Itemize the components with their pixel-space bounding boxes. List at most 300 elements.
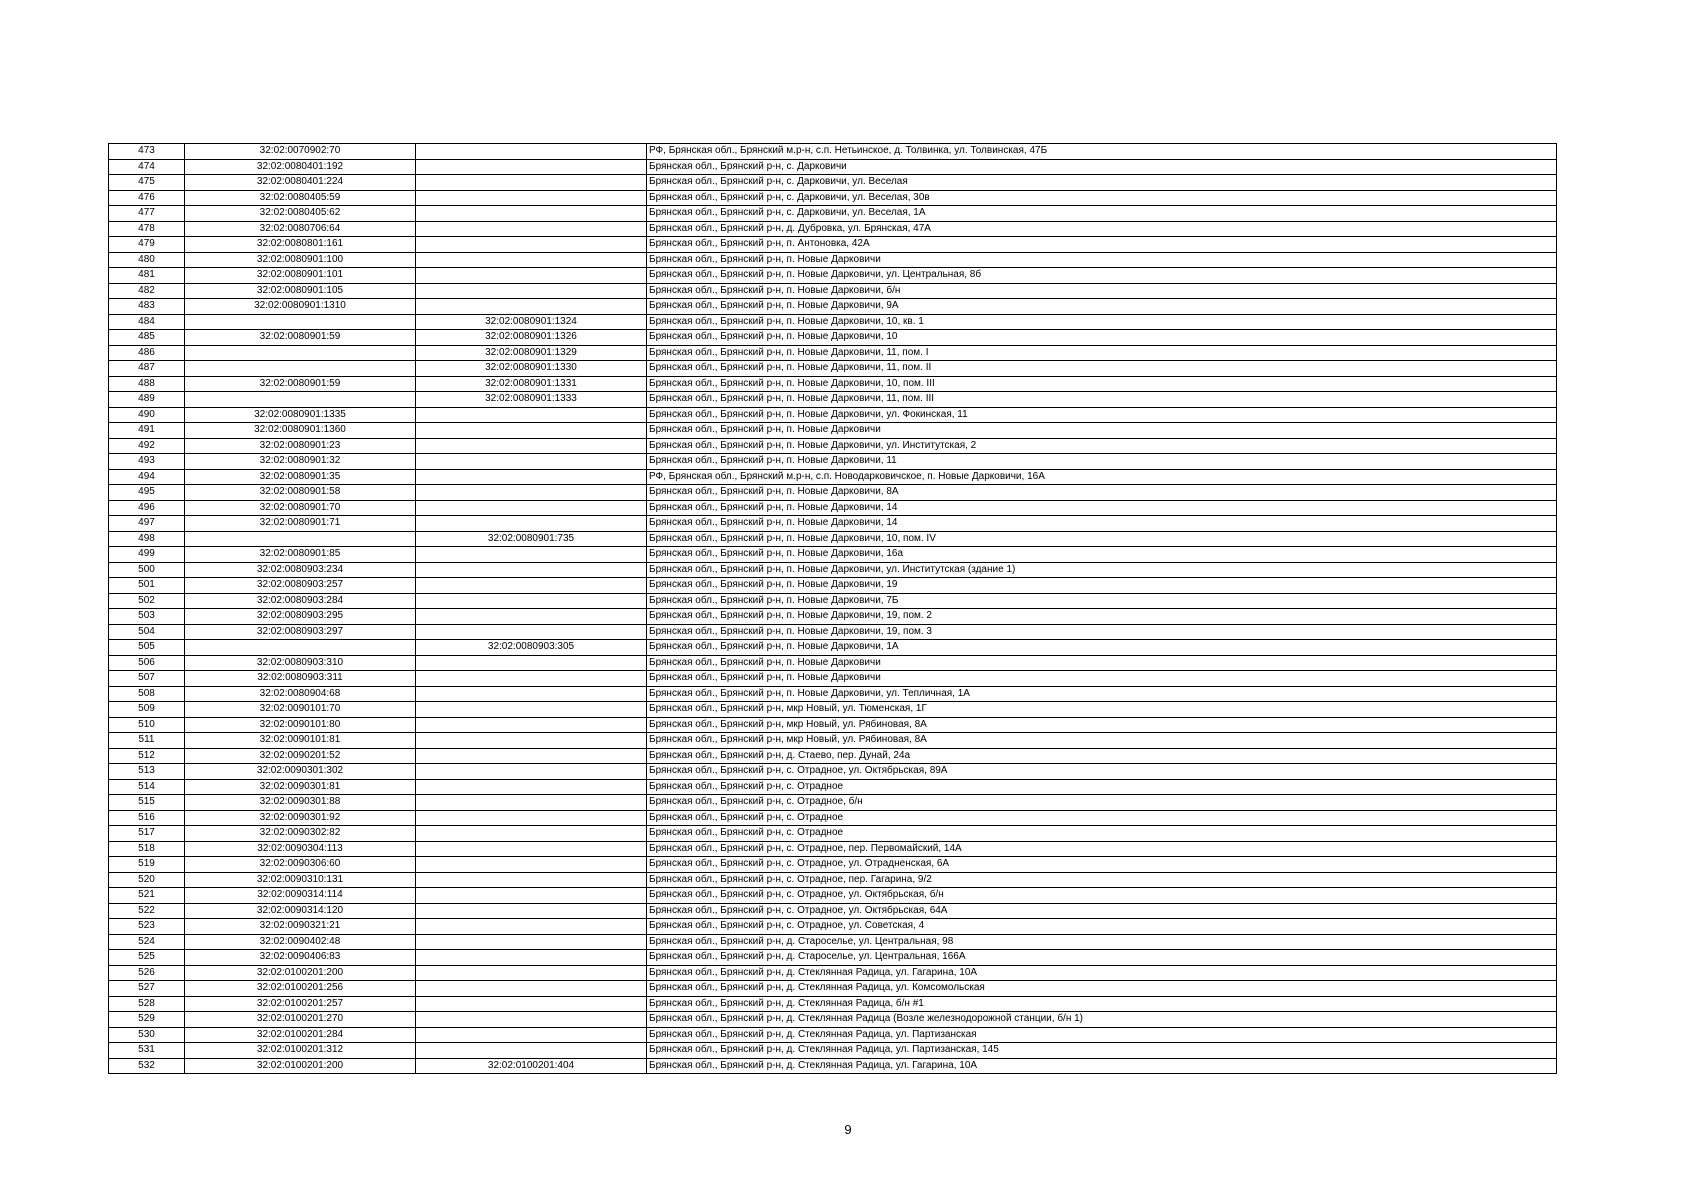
- row-number-cell: 498: [109, 531, 185, 547]
- row-number-cell: 522: [109, 903, 185, 919]
- table-row: [109, 934, 1557, 950]
- cadastral-number-cell: 32:02:0080901:23: [185, 438, 416, 454]
- row-number-cell: 485: [109, 330, 185, 346]
- table-row: [109, 748, 1557, 764]
- related-cadastral-number-cell: [416, 175, 647, 191]
- cadastral-number-cell: 32:02:0080903:295: [185, 609, 416, 625]
- cadastral-number-cell: 32:02:0100201:312: [185, 1043, 416, 1059]
- related-cadastral-number-cell: [416, 423, 647, 439]
- address-cell: Брянская обл., Брянский р-н, п. Новые Дарковичи, ул. Институтская, 2: [647, 438, 1557, 454]
- table-row: [109, 841, 1557, 857]
- table-row: [109, 609, 1557, 625]
- address-cell: Брянская обл., Брянский р-н, д. Дубровка, ул. Брянская, 47А: [647, 221, 1557, 237]
- address-cell: Брянская обл., Брянский р-н, п. Новые Дарковичи, 10, кв. 1: [647, 314, 1557, 330]
- related-cadastral-number-cell: [416, 500, 647, 516]
- table-row: [109, 655, 1557, 671]
- address-cell: Брянская обл., Брянский р-н, с. Отрадное, б/н: [647, 795, 1557, 811]
- row-number-cell: 495: [109, 485, 185, 501]
- related-cadastral-number-cell: [416, 888, 647, 904]
- table-row: [109, 919, 1557, 935]
- address-cell: Брянская обл., Брянский р-н, мкр Новый, ул. Рябиновая, 8А: [647, 717, 1557, 733]
- table-row: [109, 981, 1557, 997]
- related-cadastral-number-cell: 32:02:0080901:1331: [416, 376, 647, 392]
- cadastral-number-cell: 32:02:0080901:35: [185, 469, 416, 485]
- cadastral-number-cell: 32:02:0080901:59: [185, 330, 416, 346]
- table-row: [109, 810, 1557, 826]
- row-number-cell: 517: [109, 826, 185, 842]
- related-cadastral-number-cell: [416, 733, 647, 749]
- row-number-cell: 512: [109, 748, 185, 764]
- table-row: [109, 144, 1557, 160]
- address-cell: Брянская обл., Брянский р-н, п. Новые Дарковичи, ул. Тепличная, 1А: [647, 686, 1557, 702]
- row-number-cell: 486: [109, 345, 185, 361]
- address-cell: Брянская обл., Брянский р-н, п. Новые Дарковичи, 1А: [647, 640, 1557, 656]
- related-cadastral-number-cell: [416, 237, 647, 253]
- cadastral-number-cell: 32:02:0090314:114: [185, 888, 416, 904]
- cadastral-number-cell: [185, 314, 416, 330]
- table-row: [109, 872, 1557, 888]
- table-row: [109, 795, 1557, 811]
- table-row: [109, 640, 1557, 656]
- related-cadastral-number-cell: [416, 950, 647, 966]
- cadastral-number-cell: 32:02:0080901:101: [185, 268, 416, 284]
- related-cadastral-number-cell: [416, 454, 647, 470]
- related-cadastral-number-cell: [416, 764, 647, 780]
- row-number-cell: 506: [109, 655, 185, 671]
- cadastral-number-cell: 32:02:0090301:88: [185, 795, 416, 811]
- address-cell: РФ, Брянская обл., Брянский м.р-н, с.п. Нетьинское, д. Толвинка, ул. Толвинская, 47Б: [647, 144, 1557, 160]
- address-cell: Брянская обл., Брянский р-н, с. Отрадное, ул. Октябрьская, б/н: [647, 888, 1557, 904]
- cadastral-number-cell: 32:02:0080706:64: [185, 221, 416, 237]
- row-number-cell: 510: [109, 717, 185, 733]
- row-number-cell: 474: [109, 159, 185, 175]
- cadastral-number-cell: 32:02:0080901:1335: [185, 407, 416, 423]
- table-row: [109, 376, 1557, 392]
- address-cell: Брянская обл., Брянский р-н, п. Новые Дарковичи, 11: [647, 454, 1557, 470]
- table-row: [109, 1027, 1557, 1043]
- cadastral-number-cell: 32:02:0080901:59: [185, 376, 416, 392]
- cadastral-number-cell: 32:02:0080801:161: [185, 237, 416, 253]
- table-row: [109, 1043, 1557, 1059]
- cadastral-number-cell: [185, 392, 416, 408]
- address-cell: Брянская обл., Брянский р-н, п. Новые Дарковичи: [647, 423, 1557, 439]
- table-row: [109, 779, 1557, 795]
- address-cell: Брянская обл., Брянский р-н, д. Стеклянная Радица, ул. Комсомольская: [647, 981, 1557, 997]
- table-row: [109, 1012, 1557, 1028]
- table-row: [109, 996, 1557, 1012]
- address-cell: Брянская обл., Брянский р-н, мкр Новый, ул. Тюменская, 1Г: [647, 702, 1557, 718]
- related-cadastral-number-cell: [416, 795, 647, 811]
- related-cadastral-number-cell: [416, 578, 647, 594]
- row-number-cell: 481: [109, 268, 185, 284]
- related-cadastral-number-cell: [416, 485, 647, 501]
- row-number-cell: 487: [109, 361, 185, 377]
- related-cadastral-number-cell: [416, 562, 647, 578]
- cadastral-number-cell: 32:02:0090301:92: [185, 810, 416, 826]
- table-row: [109, 485, 1557, 501]
- related-cadastral-number-cell: [416, 624, 647, 640]
- related-cadastral-number-cell: [416, 438, 647, 454]
- related-cadastral-number-cell: [416, 686, 647, 702]
- address-cell: Брянская обл., Брянский р-н, с. Отрадное, ул. Октябрьская, 64А: [647, 903, 1557, 919]
- related-cadastral-number-cell: 32:02:0080901:1326: [416, 330, 647, 346]
- table-row: [109, 283, 1557, 299]
- related-cadastral-number-cell: [416, 252, 647, 268]
- row-number-cell: 531: [109, 1043, 185, 1059]
- cadastral-number-cell: 32:02:0080901:32: [185, 454, 416, 470]
- row-number-cell: 526: [109, 965, 185, 981]
- row-number-cell: 507: [109, 671, 185, 687]
- related-cadastral-number-cell: [416, 283, 647, 299]
- address-cell: Брянская обл., Брянский р-н, п. Антоновка, 42А: [647, 237, 1557, 253]
- row-number-cell: 513: [109, 764, 185, 780]
- table-row: [109, 903, 1557, 919]
- address-cell: Брянская обл., Брянский р-н, п. Новые Дарковичи, 11, пом. I: [647, 345, 1557, 361]
- row-number-cell: 477: [109, 206, 185, 222]
- row-number-cell: 501: [109, 578, 185, 594]
- row-number-cell: 528: [109, 996, 185, 1012]
- table-row: [109, 857, 1557, 873]
- related-cadastral-number-cell: [416, 655, 647, 671]
- address-cell: Брянская обл., Брянский р-н, п. Новые Дарковичи: [647, 655, 1557, 671]
- cadastral-number-cell: 32:02:0090301:302: [185, 764, 416, 780]
- related-cadastral-number-cell: [416, 717, 647, 733]
- address-cell: Брянская обл., Брянский р-н, д. Стеклянная Радица, б/н #1: [647, 996, 1557, 1012]
- row-number-cell: 502: [109, 593, 185, 609]
- cadastral-number-cell: 32:02:0090301:81: [185, 779, 416, 795]
- related-cadastral-number-cell: [416, 593, 647, 609]
- table-row: [109, 500, 1557, 516]
- related-cadastral-number-cell: [416, 996, 647, 1012]
- table-row: [109, 423, 1557, 439]
- cadastral-number-cell: 32:02:0090101:81: [185, 733, 416, 749]
- table-row: [109, 345, 1557, 361]
- cadastral-number-cell: 32:02:0090304:113: [185, 841, 416, 857]
- cadastral-number-cell: 32:02:0090406:83: [185, 950, 416, 966]
- cadastral-number-cell: 32:02:0090101:70: [185, 702, 416, 718]
- address-cell: Брянская обл., Брянский р-н, с. Дарковичи, ул. Веселая: [647, 175, 1557, 191]
- related-cadastral-number-cell: [416, 1027, 647, 1043]
- address-cell: РФ, Брянская обл., Брянский м.р-н, с.п. Новодарковичское, п. Новые Дарковичи, 16А: [647, 469, 1557, 485]
- row-number-cell: 482: [109, 283, 185, 299]
- row-number-cell: 525: [109, 950, 185, 966]
- table-row: [109, 888, 1557, 904]
- address-cell: Брянская обл., Брянский р-н, д. Староселье, ул. Центральная, 166А: [647, 950, 1557, 966]
- row-number-cell: 489: [109, 392, 185, 408]
- address-cell: Брянская обл., Брянский р-н, п. Новые Дарковичи, ул. Фокинская, 11: [647, 407, 1557, 423]
- cadastral-number-cell: 32:02:0100201:200: [185, 965, 416, 981]
- row-number-cell: 529: [109, 1012, 185, 1028]
- row-number-cell: 478: [109, 221, 185, 237]
- address-cell: Брянская обл., Брянский р-н, п. Новые Дарковичи, 19: [647, 578, 1557, 594]
- row-number-cell: 480: [109, 252, 185, 268]
- related-cadastral-number-cell: 32:02:0080903:305: [416, 640, 647, 656]
- cadastral-number-cell: 32:02:0090201:52: [185, 748, 416, 764]
- related-cadastral-number-cell: [416, 857, 647, 873]
- address-cell: Брянская обл., Брянский р-н, д. Староселье, ул. Центральная, 98: [647, 934, 1557, 950]
- address-cell: Брянская обл., Брянский р-н, п. Новые Дарковичи, 16а: [647, 547, 1557, 563]
- property-table-body: [109, 144, 1557, 1074]
- related-cadastral-number-cell: 32:02:0100201:404: [416, 1058, 647, 1074]
- table-row: [109, 965, 1557, 981]
- cadastral-number-cell: 32:02:0100201:284: [185, 1027, 416, 1043]
- related-cadastral-number-cell: [416, 469, 647, 485]
- address-cell: Брянская обл., Брянский р-н, п. Новые Дарковичи, 10, пом. III: [647, 376, 1557, 392]
- row-number-cell: 497: [109, 516, 185, 532]
- related-cadastral-number-cell: 32:02:0080901:1324: [416, 314, 647, 330]
- related-cadastral-number-cell: 32:02:0080901:1333: [416, 392, 647, 408]
- related-cadastral-number-cell: 32:02:0080901:735: [416, 531, 647, 547]
- row-number-cell: 476: [109, 190, 185, 206]
- related-cadastral-number-cell: [416, 547, 647, 563]
- row-number-cell: 521: [109, 888, 185, 904]
- cadastral-number-cell: 32:02:0080405:59: [185, 190, 416, 206]
- address-cell: Брянская обл., Брянский р-н, п. Новые Дарковичи, 10, пом. IV: [647, 531, 1557, 547]
- cadastral-number-cell: 32:02:0090310:131: [185, 872, 416, 888]
- address-cell: Брянская обл., Брянский р-н, д. Стеклянная Радица, ул. Гагарина, 10А: [647, 1058, 1557, 1074]
- cadastral-number-cell: 32:02:0070902:70: [185, 144, 416, 160]
- cadastral-number-cell: 32:02:0090306:60: [185, 857, 416, 873]
- cadastral-number-cell: 32:02:0080405:62: [185, 206, 416, 222]
- row-number-cell: 519: [109, 857, 185, 873]
- table-row: [109, 578, 1557, 594]
- row-number-cell: 499: [109, 547, 185, 563]
- row-number-cell: 492: [109, 438, 185, 454]
- address-cell: Брянская обл., Брянский р-н, п. Новые Дарковичи: [647, 252, 1557, 268]
- related-cadastral-number-cell: [416, 609, 647, 625]
- address-cell: Брянская обл., Брянский р-н, с. Отрадное, пер. Гагарина, 9/2: [647, 872, 1557, 888]
- address-cell: Брянская обл., Брянский р-н, п. Новые Дарковичи, ул. Институтская (здание 1): [647, 562, 1557, 578]
- address-cell: Брянская обл., Брянский р-н, с. Отрадное, ул. Отрадненская, 6А: [647, 857, 1557, 873]
- address-cell: Брянская обл., Брянский р-н, д. Стаево, пер. Дунай, 24а: [647, 748, 1557, 764]
- cadastral-number-cell: 32:02:0080901:1360: [185, 423, 416, 439]
- table-row: [109, 593, 1557, 609]
- cadastral-number-cell: 32:02:0080903:284: [185, 593, 416, 609]
- cadastral-number-cell: 32:02:0080901:100: [185, 252, 416, 268]
- row-number-cell: 518: [109, 841, 185, 857]
- row-number-cell: 484: [109, 314, 185, 330]
- related-cadastral-number-cell: [416, 190, 647, 206]
- row-number-cell: 505: [109, 640, 185, 656]
- cadastral-number-cell: 32:02:0080903:310: [185, 655, 416, 671]
- address-cell: Брянская обл., Брянский р-н, мкр Новый, ул. Рябиновая, 8А: [647, 733, 1557, 749]
- related-cadastral-number-cell: [416, 965, 647, 981]
- cadastral-number-cell: 32:02:0080401:224: [185, 175, 416, 191]
- related-cadastral-number-cell: [416, 144, 647, 160]
- related-cadastral-number-cell: [416, 826, 647, 842]
- related-cadastral-number-cell: [416, 919, 647, 935]
- row-number-cell: 520: [109, 872, 185, 888]
- table-row: [109, 237, 1557, 253]
- table-row: [109, 438, 1557, 454]
- cadastral-number-cell: 32:02:0080901:85: [185, 547, 416, 563]
- address-cell: Брянская обл., Брянский р-н, с. Отрадное: [647, 826, 1557, 842]
- table-row: [109, 407, 1557, 423]
- cadastral-number-cell: 32:02:0090321:21: [185, 919, 416, 935]
- row-number-cell: 473: [109, 144, 185, 160]
- cadastral-number-cell: 32:02:0080901:70: [185, 500, 416, 516]
- related-cadastral-number-cell: [416, 934, 647, 950]
- address-cell: Брянская обл., Брянский р-н, с. Отрадное: [647, 810, 1557, 826]
- cadastral-number-cell: 32:02:0100201:270: [185, 1012, 416, 1028]
- cadastral-number-cell: 32:02:0080903:311: [185, 671, 416, 687]
- table-row: [109, 624, 1557, 640]
- cadastral-number-cell: 32:02:0090101:80: [185, 717, 416, 733]
- row-number-cell: 527: [109, 981, 185, 997]
- row-number-cell: 490: [109, 407, 185, 423]
- related-cadastral-number-cell: [416, 407, 647, 423]
- address-cell: Брянская обл., Брянский р-н, д. Стеклянная Радица (Возле железнодорожной станции, б/н 1): [647, 1012, 1557, 1028]
- related-cadastral-number-cell: [416, 221, 647, 237]
- table-row: [109, 686, 1557, 702]
- address-cell: Брянская обл., Брянский р-н, п. Новые Дарковичи, 7Б: [647, 593, 1557, 609]
- address-cell: Брянская обл., Брянский р-н, п. Новые Дарковичи, 11, пом. II: [647, 361, 1557, 377]
- table-row: [109, 1058, 1557, 1074]
- address-cell: Брянская обл., Брянский р-н, п. Новые Дарковичи, 9А: [647, 299, 1557, 315]
- table-row: [109, 733, 1557, 749]
- related-cadastral-number-cell: [416, 872, 647, 888]
- table-row: [109, 469, 1557, 485]
- address-cell: Брянская обл., Брянский р-н, п. Новые Дарковичи, 10: [647, 330, 1557, 346]
- table-row: [109, 826, 1557, 842]
- row-number-cell: 511: [109, 733, 185, 749]
- row-number-cell: 508: [109, 686, 185, 702]
- property-table: [108, 143, 1557, 1074]
- related-cadastral-number-cell: [416, 268, 647, 284]
- cadastral-number-cell: 32:02:0100201:200: [185, 1058, 416, 1074]
- table-row: [109, 392, 1557, 408]
- row-number-cell: 514: [109, 779, 185, 795]
- row-number-cell: 500: [109, 562, 185, 578]
- related-cadastral-number-cell: 32:02:0080901:1330: [416, 361, 647, 377]
- row-number-cell: 504: [109, 624, 185, 640]
- row-number-cell: 524: [109, 934, 185, 950]
- cadastral-number-cell: 32:02:0090302:82: [185, 826, 416, 842]
- address-cell: Брянская обл., Брянский р-н, с. Отрадное, ул. Советская, 4: [647, 919, 1557, 935]
- address-cell: Брянская обл., Брянский р-н, п. Новые Дарковичи, 8А: [647, 485, 1557, 501]
- table-row: [109, 454, 1557, 470]
- cadastral-number-cell: [185, 345, 416, 361]
- related-cadastral-number-cell: [416, 516, 647, 532]
- table-row: [109, 764, 1557, 780]
- table-row: [109, 531, 1557, 547]
- related-cadastral-number-cell: [416, 1043, 647, 1059]
- cadastral-number-cell: 32:02:0080901:71: [185, 516, 416, 532]
- row-number-cell: 493: [109, 454, 185, 470]
- address-cell: Брянская обл., Брянский р-н, с. Отрадное, ул. Октябрьская, 89А: [647, 764, 1557, 780]
- table-row: [109, 516, 1557, 532]
- address-cell: Брянская обл., Брянский р-н, с. Дарковичи: [647, 159, 1557, 175]
- cadastral-number-cell: [185, 361, 416, 377]
- related-cadastral-number-cell: [416, 841, 647, 857]
- table-row: [109, 562, 1557, 578]
- table-row: [109, 702, 1557, 718]
- address-cell: Брянская обл., Брянский р-н, п. Новые Дарковичи, 11, пом. III: [647, 392, 1557, 408]
- cadastral-number-cell: 32:02:0080903:297: [185, 624, 416, 640]
- address-cell: Брянская обл., Брянский р-н, с. Отрадное, пер. Первомайский, 14А: [647, 841, 1557, 857]
- table-row: [109, 330, 1557, 346]
- related-cadastral-number-cell: [416, 779, 647, 795]
- table-row: [109, 314, 1557, 330]
- related-cadastral-number-cell: [416, 1012, 647, 1028]
- cadastral-number-cell: 32:02:0080901:58: [185, 485, 416, 501]
- address-cell: Брянская обл., Брянский р-н, п. Новые Дарковичи, 14: [647, 516, 1557, 532]
- related-cadastral-number-cell: 32:02:0080901:1329: [416, 345, 647, 361]
- row-number-cell: 479: [109, 237, 185, 253]
- related-cadastral-number-cell: [416, 671, 647, 687]
- table-row: [109, 221, 1557, 237]
- table-row: [109, 159, 1557, 175]
- address-cell: Брянская обл., Брянский р-н, п. Новые Дарковичи, 19, пом. 3: [647, 624, 1557, 640]
- row-number-cell: 496: [109, 500, 185, 516]
- related-cadastral-number-cell: [416, 299, 647, 315]
- row-number-cell: 509: [109, 702, 185, 718]
- row-number-cell: 503: [109, 609, 185, 625]
- address-cell: Брянская обл., Брянский р-н, п. Новые Дарковичи, б/н: [647, 283, 1557, 299]
- cadastral-number-cell: 32:02:0080903:257: [185, 578, 416, 594]
- row-number-cell: 491: [109, 423, 185, 439]
- table-row: [109, 547, 1557, 563]
- address-cell: Брянская обл., Брянский р-н, п. Новые Дарковичи: [647, 671, 1557, 687]
- cadastral-number-cell: 32:02:0080401:192: [185, 159, 416, 175]
- table-row: [109, 671, 1557, 687]
- row-number-cell: 523: [109, 919, 185, 935]
- row-number-cell: 483: [109, 299, 185, 315]
- related-cadastral-number-cell: [416, 702, 647, 718]
- address-cell: Брянская обл., Брянский р-н, с. Дарковичи, ул. Веселая, 1А: [647, 206, 1557, 222]
- row-number-cell: 515: [109, 795, 185, 811]
- cadastral-number-cell: 32:02:0080901:1310: [185, 299, 416, 315]
- address-cell: Брянская обл., Брянский р-н, д. Стеклянная Радица, ул. Гагарина, 10А: [647, 965, 1557, 981]
- address-cell: Брянская обл., Брянский р-н, п. Новые Дарковичи, 19, пом. 2: [647, 609, 1557, 625]
- table-row: [109, 717, 1557, 733]
- page-number: 9: [844, 1122, 852, 1137]
- cadastral-number-cell: 32:02:0100201:256: [185, 981, 416, 997]
- cadastral-number-cell: 32:02:0100201:257: [185, 996, 416, 1012]
- address-cell: Брянская обл., Брянский р-н, д. Стеклянная Радица, ул. Партизанская, 145: [647, 1043, 1557, 1059]
- table-row: [109, 361, 1557, 377]
- table-row: [109, 206, 1557, 222]
- table-row: [109, 252, 1557, 268]
- cadastral-number-cell: 32:02:0090402:48: [185, 934, 416, 950]
- row-number-cell: 488: [109, 376, 185, 392]
- related-cadastral-number-cell: [416, 810, 647, 826]
- cadastral-number-cell: 32:02:0090314:120: [185, 903, 416, 919]
- related-cadastral-number-cell: [416, 903, 647, 919]
- related-cadastral-number-cell: [416, 748, 647, 764]
- table-row: [109, 175, 1557, 191]
- row-number-cell: 475: [109, 175, 185, 191]
- cadastral-number-cell: 32:02:0080904:68: [185, 686, 416, 702]
- table-row: [109, 268, 1557, 284]
- related-cadastral-number-cell: [416, 981, 647, 997]
- address-cell: Брянская обл., Брянский р-н, п. Новые Дарковичи, 14: [647, 500, 1557, 516]
- cadastral-number-cell: 32:02:0080901:105: [185, 283, 416, 299]
- address-cell: Брянская обл., Брянский р-н, с. Дарковичи, ул. Веселая, 30в: [647, 190, 1557, 206]
- related-cadastral-number-cell: [416, 206, 647, 222]
- address-cell: Брянская обл., Брянский р-н, д. Стеклянная Радица, ул. Партизанская: [647, 1027, 1557, 1043]
- cadastral-number-cell: 32:02:0080903:234: [185, 562, 416, 578]
- related-cadastral-number-cell: [416, 159, 647, 175]
- row-number-cell: 494: [109, 469, 185, 485]
- row-number-cell: 516: [109, 810, 185, 826]
- row-number-cell: 530: [109, 1027, 185, 1043]
- cadastral-number-cell: [185, 640, 416, 656]
- table-row: [109, 299, 1557, 315]
- address-cell: Брянская обл., Брянский р-н, с. Отрадное: [647, 779, 1557, 795]
- row-number-cell: 532: [109, 1058, 185, 1074]
- cadastral-number-cell: [185, 531, 416, 547]
